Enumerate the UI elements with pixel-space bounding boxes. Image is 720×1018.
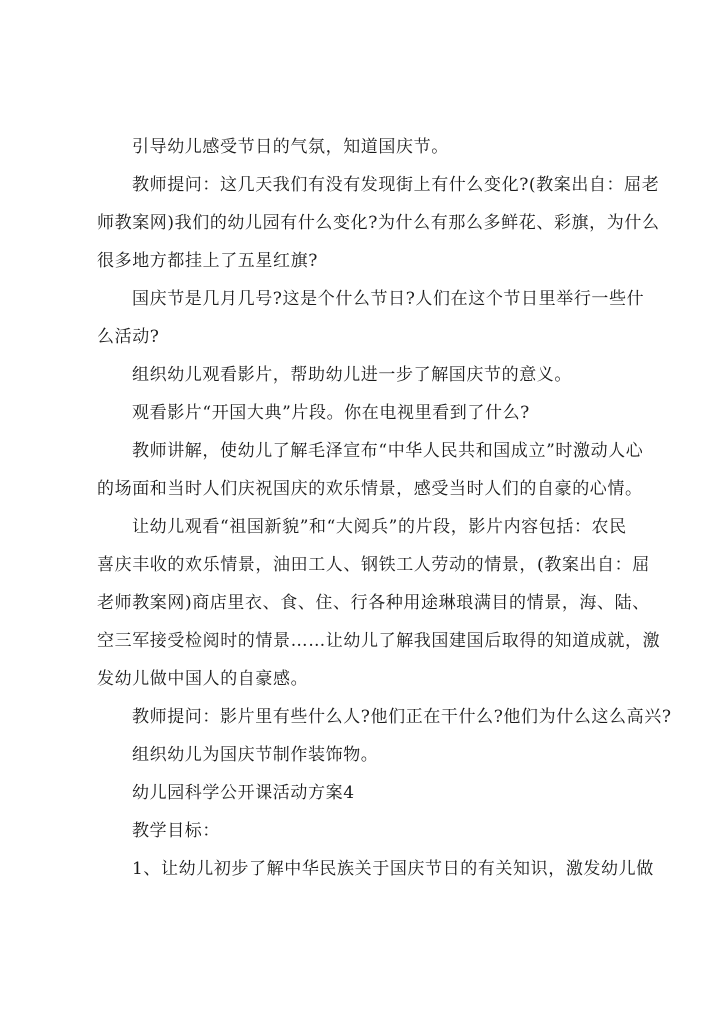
text-line: 教师讲解，使幼儿了解毛泽宣布“中华人民共和国成立”时激动人心 xyxy=(132,441,644,461)
text-line: 观看影片“开国大典”片段。你在电视里看到了什么? xyxy=(132,403,530,423)
text-line: 么活动? xyxy=(97,327,160,347)
text-line: 很多地方都挂上了五星红旗? xyxy=(97,251,318,271)
text-line: 师教案网)我们的幼儿园有什么变化?为什么有那么多鲜花、彩旗，为什么 xyxy=(97,213,660,233)
subheading: 教学目标： xyxy=(132,821,220,841)
text-line: 引导幼儿感受节日的气氛，知道国庆节。 xyxy=(132,137,449,157)
text-line: 喜庆丰收的欢乐情景，油田工人、钢铁工人劳动的情景，(教案出自：屈 xyxy=(97,555,650,575)
text-line: 国庆节是几月几号?这是个什么节日?人们在这个节日里举行一些什 xyxy=(132,289,645,309)
text-line: 空三军接受检阅时的情景……让幼儿了解我国建国后取得的知道成就，激 xyxy=(97,631,661,651)
document-body xyxy=(97,128,672,888)
text-line: 组织幼儿观看影片，帮助幼儿进一步了解国庆节的意义。 xyxy=(132,365,572,385)
text-line: 让幼儿观看“祖国新貌”和“大阅兵”的片段，影片内容包括：农民 xyxy=(132,517,627,537)
text-line: 教师提问：影片里有些什么人?他们正在干什么?他们为什么这么高兴? xyxy=(132,707,672,727)
text-line: 组织幼儿为国庆节制作装饰物。 xyxy=(132,745,379,765)
text-line: 1、让幼儿初步了解中华民族关于国庆节日的有关知识，激发幼儿做 xyxy=(132,859,654,879)
text-line: 老师教案网)商店里衣、食、住、行各种用途琳琅满目的情景，海、陆、 xyxy=(97,593,650,613)
section-heading: 幼儿园科学公开课活动方案4 xyxy=(132,783,355,803)
text-line: 发幼儿做中国人的自豪感。 xyxy=(97,669,309,689)
text-line: 的场面和当时人们庆祝国庆的欢乐情景，感受当时人们的自豪的心情。 xyxy=(97,479,643,499)
text-line: 教师提问：这几天我们有没有发现街上有什么变化?(教案出自：屈老 xyxy=(132,175,660,195)
